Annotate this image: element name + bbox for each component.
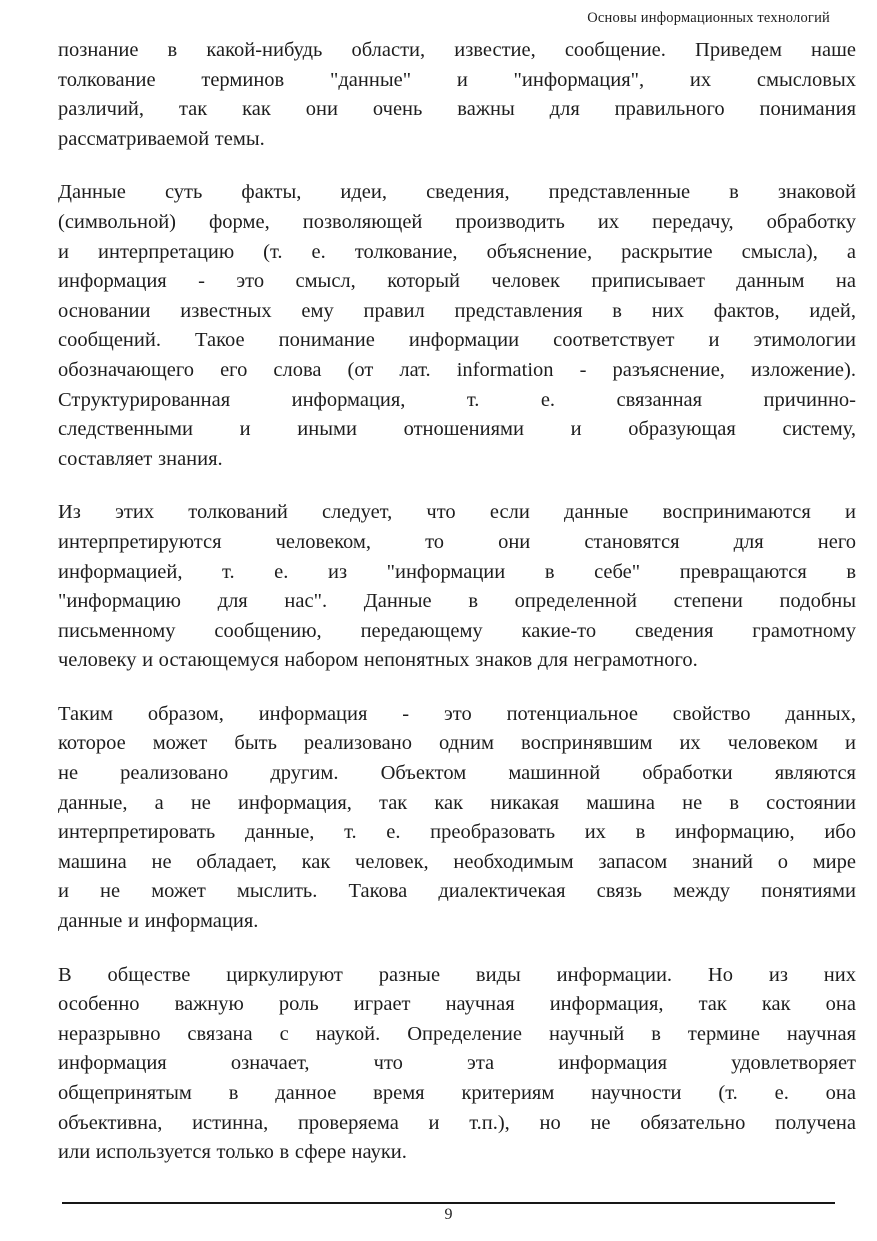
text-line: познание в какой-нибудь области, известие, сообщение. Приведем наше	[58, 39, 856, 61]
text-line: сообщений. Такое понимание информации соответствует и этимологии	[58, 329, 856, 352]
text-line: информация означает, что эта информация удовлетворяет	[58, 1052, 856, 1075]
text-line: человеку и остающемуся набором непонятных знаков для неграмотного.	[58, 649, 698, 672]
text-line: Данные суть факты, идеи, сведения, представленные в знаковой	[58, 181, 856, 204]
text-line: основании известных ему правил представления в них фактов, идей,	[58, 299, 856, 322]
text-line: информация - это смысл, который человек приписывает данным на	[58, 270, 856, 293]
text-line: Структурированная информация, т. е. связанная причинно-	[58, 388, 856, 411]
paragraph	[58, 700, 856, 937]
text-line: машина не обладает, как человек, необходимым запасом знаний о мире	[58, 850, 856, 873]
text-line: следственными и иными отношениями и образующая систему,	[58, 418, 856, 441]
text-line: данные, а не информация, так как никакая машина не в состоянии	[58, 791, 856, 814]
paragraph	[58, 498, 856, 676]
text-line: особенно важную роль играет научная информация, так как она	[58, 993, 856, 1016]
text-line: объективна, истинна, проверяема и т.п.), но не обязательно получена	[58, 1111, 856, 1134]
paragraph	[58, 36, 856, 154]
page-number: 9	[444, 1206, 453, 1223]
text-line: неразрывно связана с наукой. Определение научный в термине научная	[58, 1022, 856, 1045]
running-header: Основы информационных технологий	[587, 10, 830, 26]
text-line: В обществе циркулируют разные виды информации. Но из них	[58, 963, 856, 986]
text-line: (символьной) форме, позволяющей производить их передачу, обработку	[58, 210, 856, 233]
text-line: письменному сообщению, передающему какие-то сведения грамотному	[58, 619, 856, 642]
text-line: составляет знания.	[58, 447, 223, 470]
paragraph	[58, 178, 856, 474]
text-line: толкование терминов "данные" и "информация", их смысловых	[58, 68, 856, 91]
text-line: или используется только в сфере науки.	[58, 1141, 407, 1164]
text-line: интерпретировать данные, т. е. преобразовать их в информацию, ибо	[58, 821, 856, 844]
footer-rule	[62, 1202, 835, 1204]
text-line: "информацию для нас". Данные в определенной степени подобны	[58, 590, 856, 613]
text-line: обозначающего его слова (от лат. information - разъяснение, изложение).	[58, 358, 856, 381]
text-line: общепринятым в данное время критериям научности (т. е. она	[58, 1082, 856, 1104]
text-line: и интерпретацию (т. е. толкование, объяснение, раскрытие смысла), а	[58, 240, 856, 263]
text-line: интерпретируются человеком, то они становятся для него	[58, 530, 856, 553]
text-line: которое может быть реализовано одним воспринявшим их человеком и	[58, 732, 856, 755]
text-line: различий, так как они очень важны для правильного понимания	[58, 98, 856, 121]
text-line: рассматриваемой темы.	[58, 127, 265, 150]
body-text	[58, 36, 856, 1168]
text-line: не реализовано другим. Объектом машинной обработки являются	[58, 762, 856, 785]
text-line: данные и информация.	[58, 910, 259, 933]
text-line: информацией, т. е. из "информации в себе" превращаются в	[58, 560, 856, 583]
text-line: Таким образом, информация - это потенциальное свойство данных,	[58, 702, 856, 725]
paragraph	[58, 961, 856, 1168]
text-line: Из этих толкований следует, что если данные воспринимаются и	[58, 501, 856, 524]
text-line: и не может мыслить. Такова диалектичекая связь между понятиями	[58, 880, 856, 903]
